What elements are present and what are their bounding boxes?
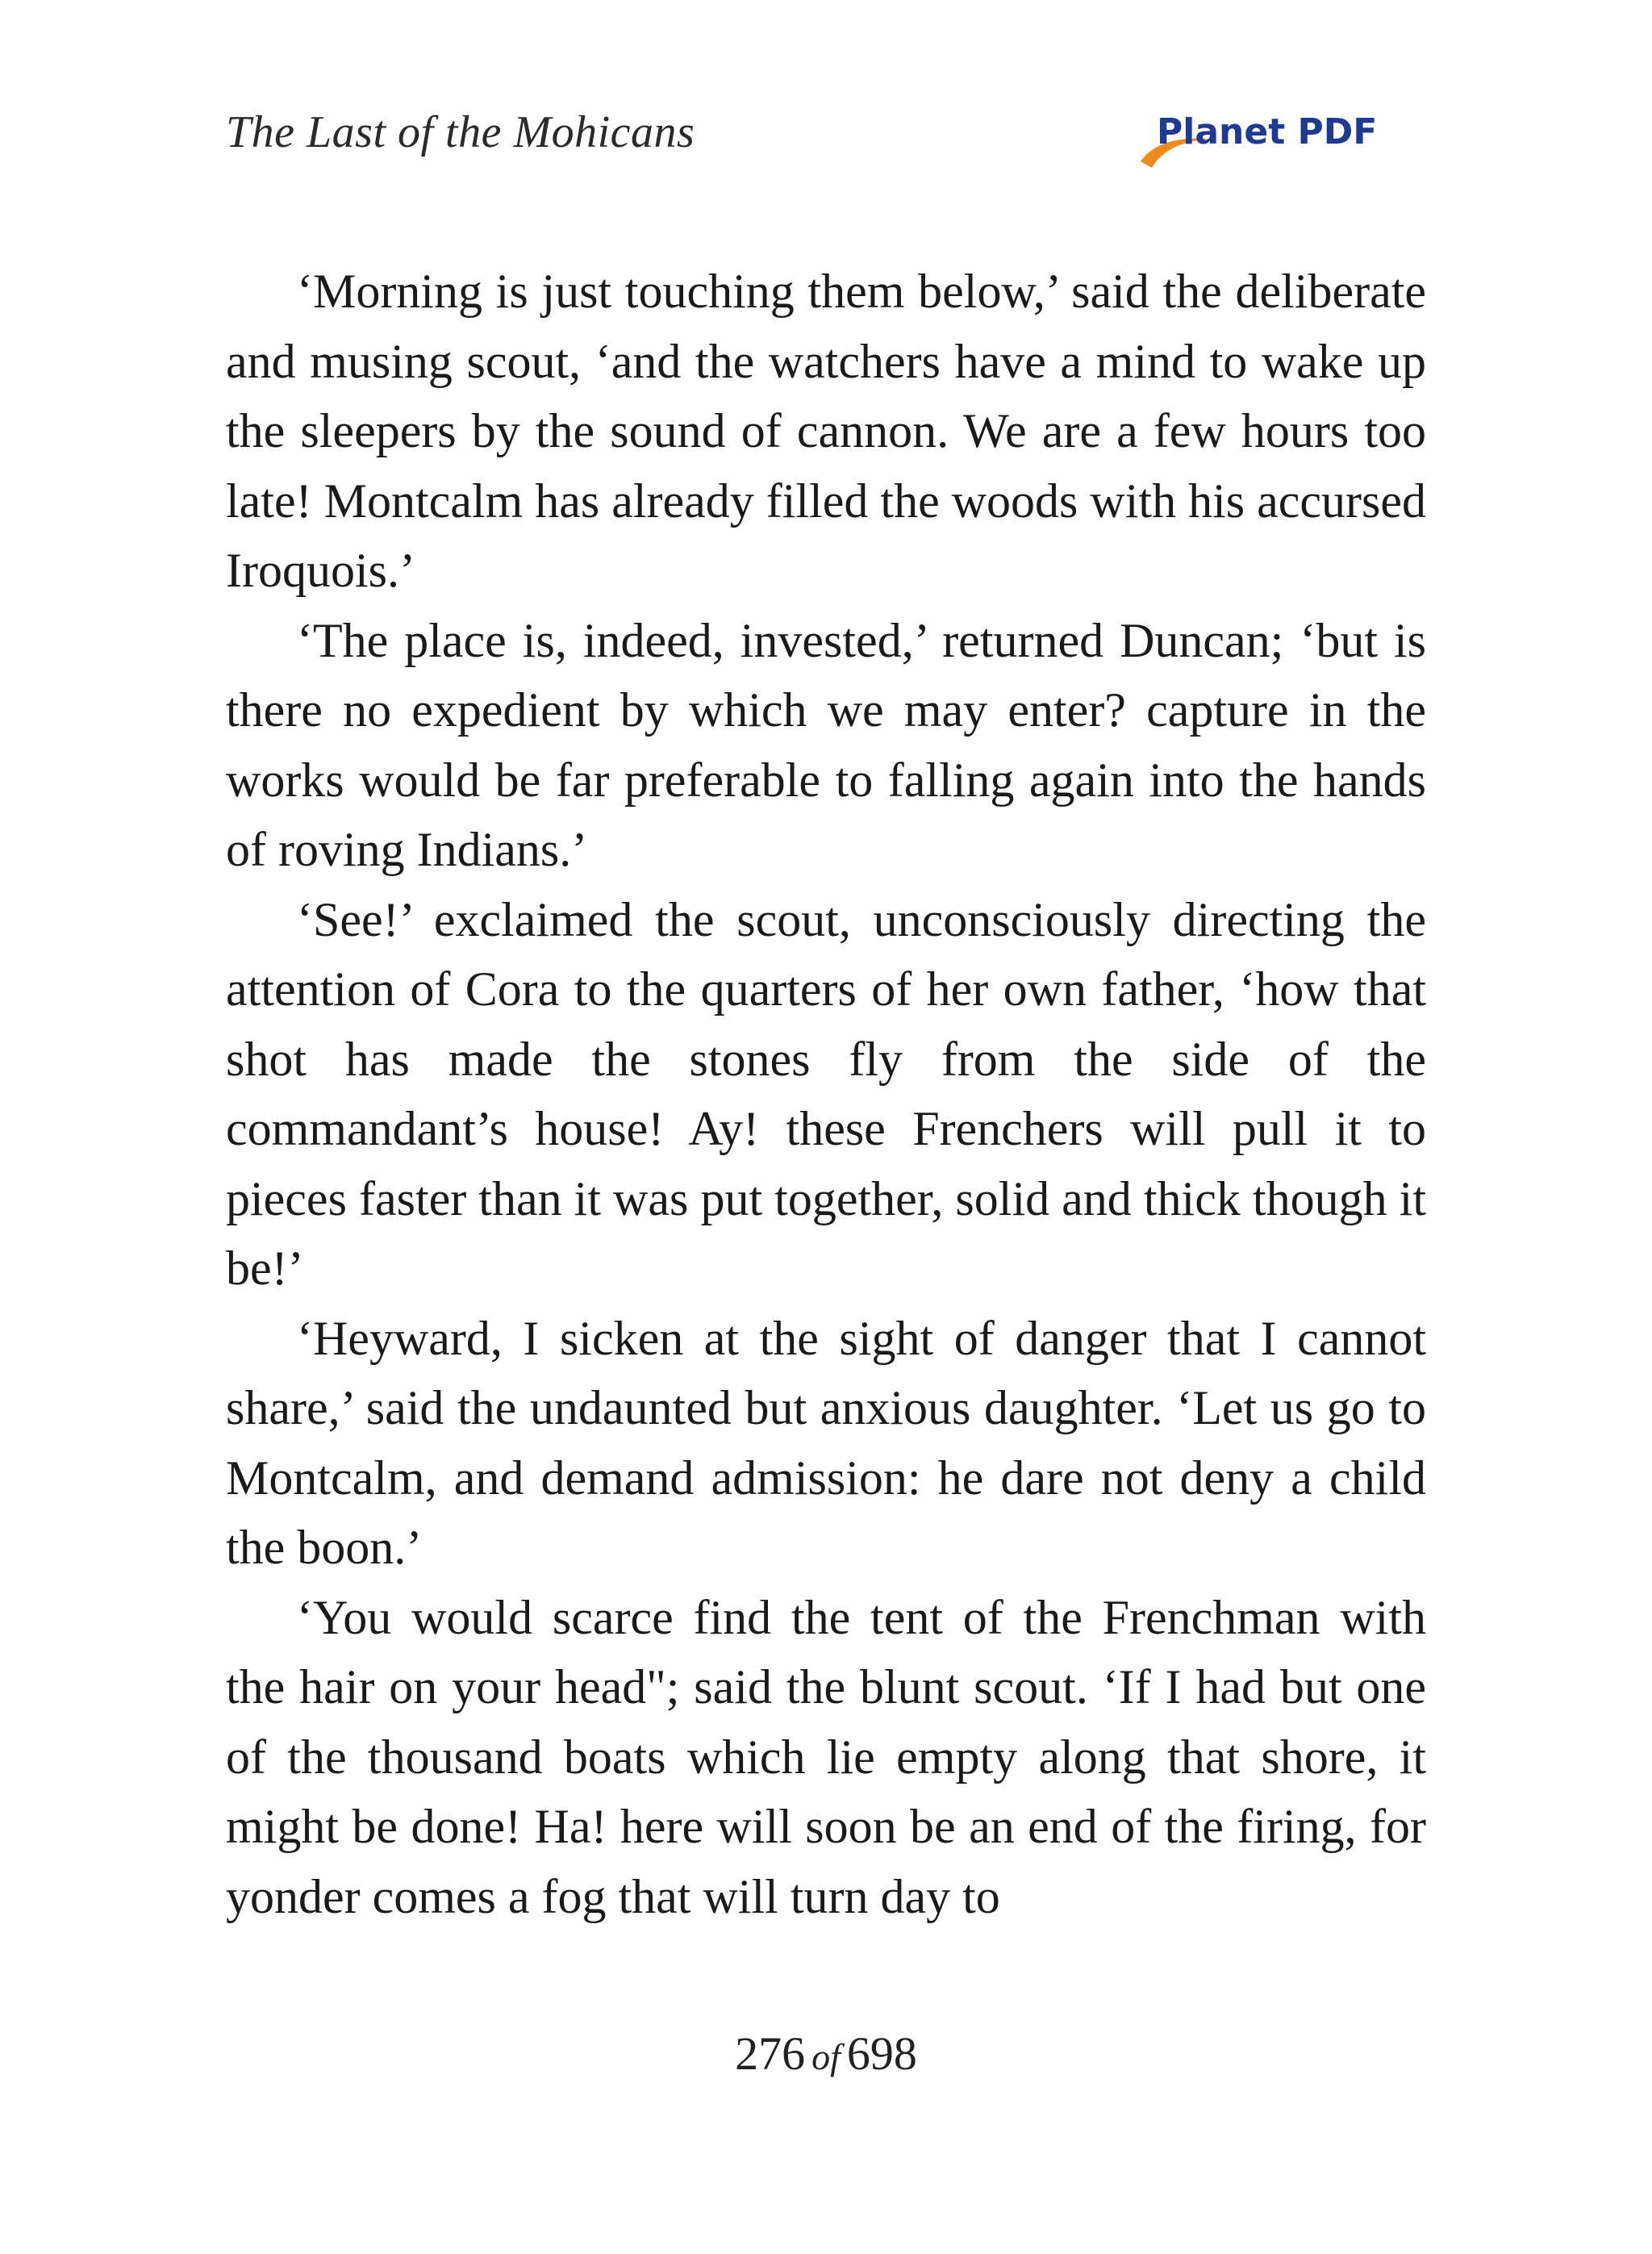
paragraph: ‘Heyward, I sicken at the sight of danger that I cannot share,’ said the undaunted but anxious daughter. ‘Let us go to Montcalm, and demand admission: he dare not deny a child the boon.’ <box>226 1311 1426 1574</box>
paragraph: ‘The place is, indeed, invested,’ returned Duncan; ‘but is there no expedient by which we may enter? capture in the works would be far preferable to falling again into the hands of roving Indians.’ <box>226 613 1426 876</box>
paragraph: ‘Morning is just touching them below,’ said the deliberate and musing scout, ‘and the watchers have a mind to wake up the sleepers by the sound of cannon. We are a few hours too late! Montcalm has already filled the woods with his accursed Iroquois.’ <box>226 265 1426 597</box>
book-title: The Last of the Mohicans <box>226 107 695 157</box>
total-pages-number: 698 <box>846 2027 917 2080</box>
paragraph: ‘See!’ exclaimed the scout, unconsciously directing the attention of Cora to the quarters of her own father, ‘how that shot has made the stones fly from the side of the commandant’s house! Ay! these Frenchers will pull it to pieces faster than it was put together, solid and thick though it be!’ <box>226 892 1426 1295</box>
planet-pdf-logo <box>1134 105 1392 177</box>
page-header <box>226 105 1426 177</box>
page-footer <box>0 2027 1652 2081</box>
body-text <box>226 257 1426 1931</box>
logo-text: Planet PDF <box>1157 111 1378 152</box>
page-of-word: of <box>811 2036 841 2077</box>
paragraph: ‘You would scarce find the tent of the Frenchman with the hair on your head"; said the blunt scout. ‘If I had but one of the thousand boats which lie empty along that shore, it might be done! Ha! here will soon be an end of the firing, for yonder comes a fog that will turn day to <box>226 1590 1426 1923</box>
current-page-number: 276 <box>735 2027 806 2080</box>
